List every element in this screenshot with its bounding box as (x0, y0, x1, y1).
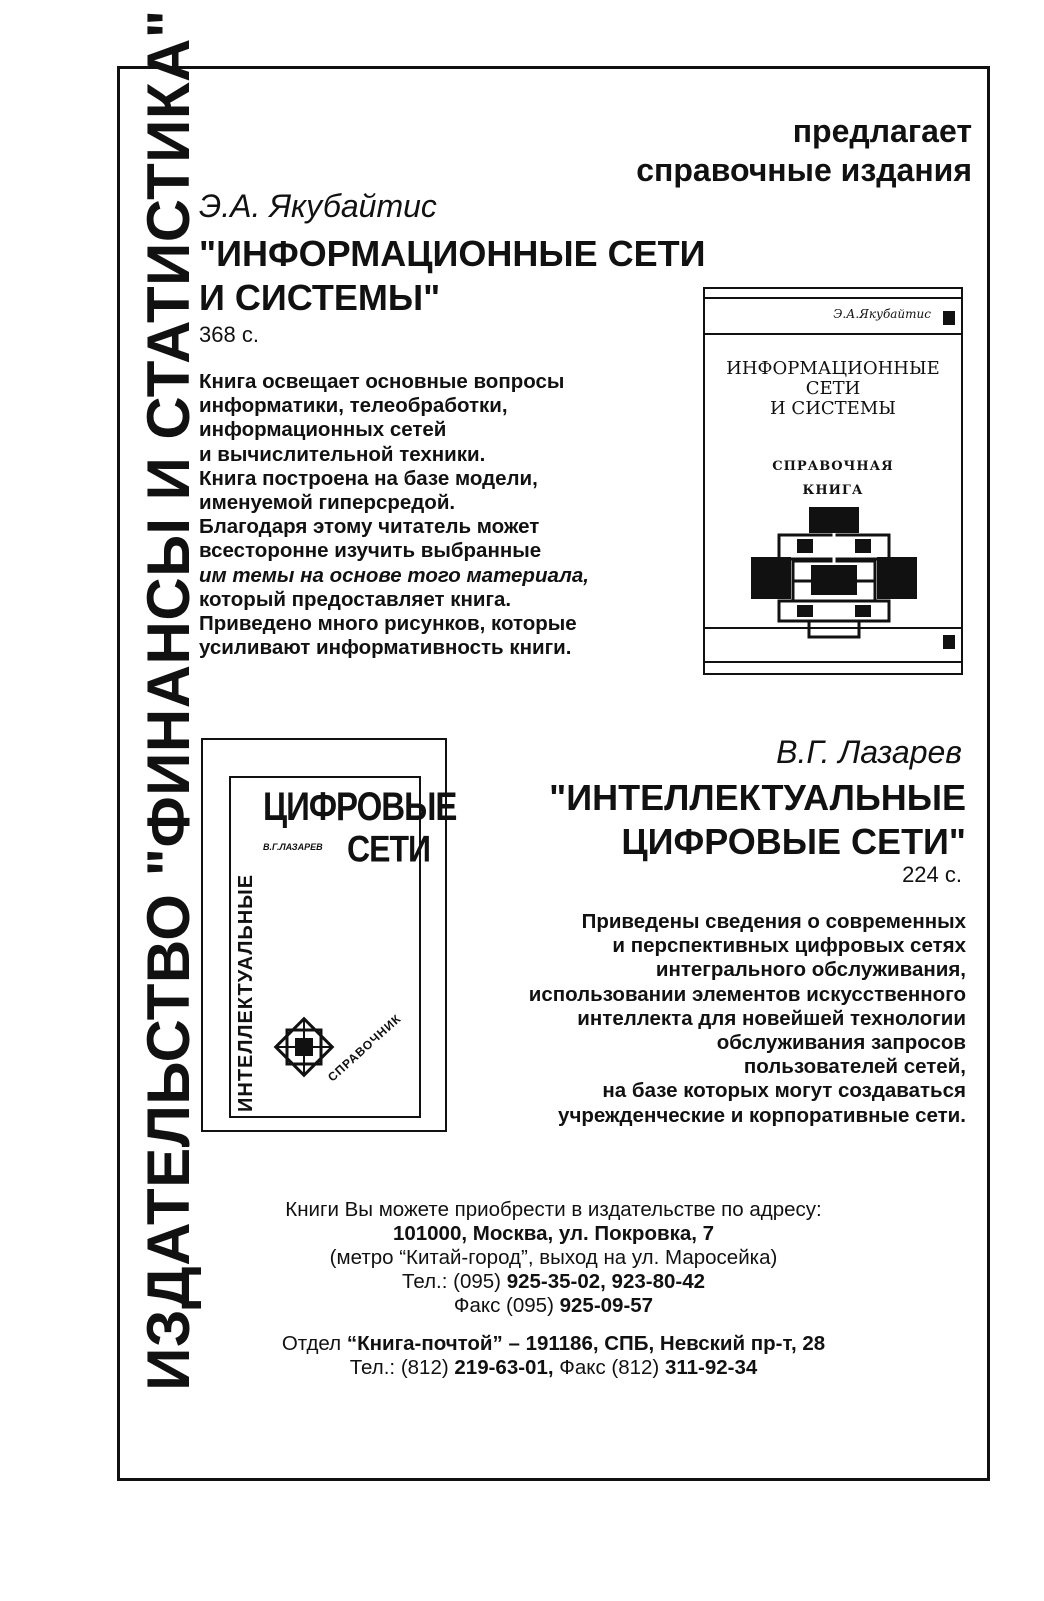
book2-title-line: "ИНТЕЛЛЕКТУАЛЬНЫЕ (549, 777, 966, 818)
cover-vertical-title: ИНТЕЛЛЕКТУАЛЬНЫЕ (235, 873, 257, 1112)
cover-author: Э.А.Якубайтис (833, 307, 931, 321)
book2-title (549, 776, 966, 864)
desc-line: Приведены сведения о современных (581, 910, 966, 933)
fax2-value: 311-92-34 (664, 1356, 758, 1379)
tagline-line: предлагает (792, 113, 972, 149)
book1-title (199, 232, 706, 320)
book2-title-line: ЦИФРОВЫЕ СЕТИ" (621, 821, 966, 862)
desc-line: Благодаря этому читатель может (199, 515, 540, 539)
desc-line: интеллекта для новейшей технологии (577, 1006, 966, 1030)
fax-value: 925-09-57 (559, 1294, 654, 1317)
cover-author: В.Г.ЛАЗАРЕВ (263, 842, 323, 852)
contact-metro: (метро “Китай-город”, выход на ул. Маросейка) (329, 1246, 778, 1269)
desc-line: информатики, телеобработки, (199, 394, 508, 418)
cover-title (705, 359, 961, 419)
book2-pages: 224 с. (902, 862, 962, 887)
book1-pages: 368 с. (199, 322, 259, 347)
tel-label: Тел.: (095) (401, 1270, 501, 1293)
tel-value: 925-35-02, 923-80-42 (506, 1270, 706, 1293)
desc-line: учрежденческие и корпоративные сети. (558, 1103, 966, 1127)
desc-line: обслуживания запросов (716, 1031, 966, 1055)
publisher-vertical-title: ИЗДАТЕЛЬСТВО "ФИНАНСЫ И СТАТИСТИКА" (134, 9, 202, 1391)
dept-label: Отдел (281, 1332, 342, 1355)
cover-series-label: СПРАВОЧНИК (325, 1011, 404, 1085)
desc-line: Приведено много рисунков, которые (199, 612, 577, 636)
contact-intro: Книги Вы можете приобрести в издательстве по адресу: (285, 1198, 822, 1221)
cover-square-icon (943, 635, 955, 649)
tel2-value: 219-63-01, (454, 1356, 554, 1379)
tagline-line: справочные издания (636, 152, 972, 188)
tel2-label: Тел.: (812) (349, 1356, 449, 1379)
desc-line: использовании элементов искусственного (528, 982, 966, 1006)
dept-value: “Книга-почтой” – 191186, СПБ, Невский пр-т, 28 (346, 1332, 826, 1355)
address-text: 101000, Москва, ул. Покровка, 7 (392, 1222, 715, 1245)
desc-line: который предоставляет книга. (199, 587, 512, 611)
contact-block (120, 1198, 987, 1380)
desc-line: и вычислительной техники. (199, 442, 486, 466)
desc-line: именуемой гиперсредой. (199, 491, 456, 515)
desc-line: пользователей сетей, (743, 1055, 966, 1079)
desc-line: информационных сетей (199, 418, 447, 442)
cover-title-line: И СИСТЕМЫ (770, 398, 896, 419)
book1-description (199, 370, 589, 660)
desc-line: им темы на основе того материала, (199, 563, 589, 587)
desc-line: Книга построена на базе модели, (199, 466, 538, 490)
cover-network-emblem-icon (749, 505, 919, 639)
cover-subtitle-line: КНИГА (802, 483, 864, 498)
cover-title-line: ИНФОРМАЦИОННЫЕ (726, 358, 940, 379)
cover-word-2: СЕТИ (347, 828, 430, 870)
contact-fax (120, 1294, 987, 1318)
book2-description (529, 910, 966, 1128)
cover-square-icon (943, 311, 955, 325)
cover-subtitle (705, 455, 961, 503)
desc-line: Книга освещает основные вопросы (199, 370, 565, 393)
fax2-label: Факс (812) (559, 1356, 660, 1379)
contact-tel2 (120, 1356, 987, 1380)
book2-author: В.Г. Лазарев (776, 734, 962, 770)
cover-subtitle-line: СПРАВОЧНАЯ (772, 459, 894, 474)
desc-line: всесторонне изучить выбранные (199, 539, 542, 563)
book1-title-line: И СИСТЕМЫ" (199, 277, 441, 318)
contact-address (120, 1222, 987, 1246)
book1-author: Э.А. Якубайтис (199, 188, 437, 224)
book2-cover (201, 738, 457, 1132)
contact-tel (120, 1270, 987, 1294)
tagline (636, 112, 972, 190)
fax-label: Факс (095) (453, 1294, 554, 1317)
contact-dept (120, 1332, 987, 1356)
desc-line: и перспективных цифровых сетях (612, 934, 966, 958)
desc-line: интегрального обслуживания, (655, 958, 966, 982)
cover-word-1: ЦИФРОВЫЕ (263, 784, 457, 829)
desc-line: усиливают информативность книги. (199, 636, 572, 660)
book1-title-line: "ИНФОРМАЦИОННЫЕ СЕТИ (199, 233, 706, 274)
book1-cover (703, 287, 963, 675)
cover-title-line: СЕТИ (805, 378, 861, 399)
desc-line: на базе которых могут создаваться (602, 1079, 966, 1103)
